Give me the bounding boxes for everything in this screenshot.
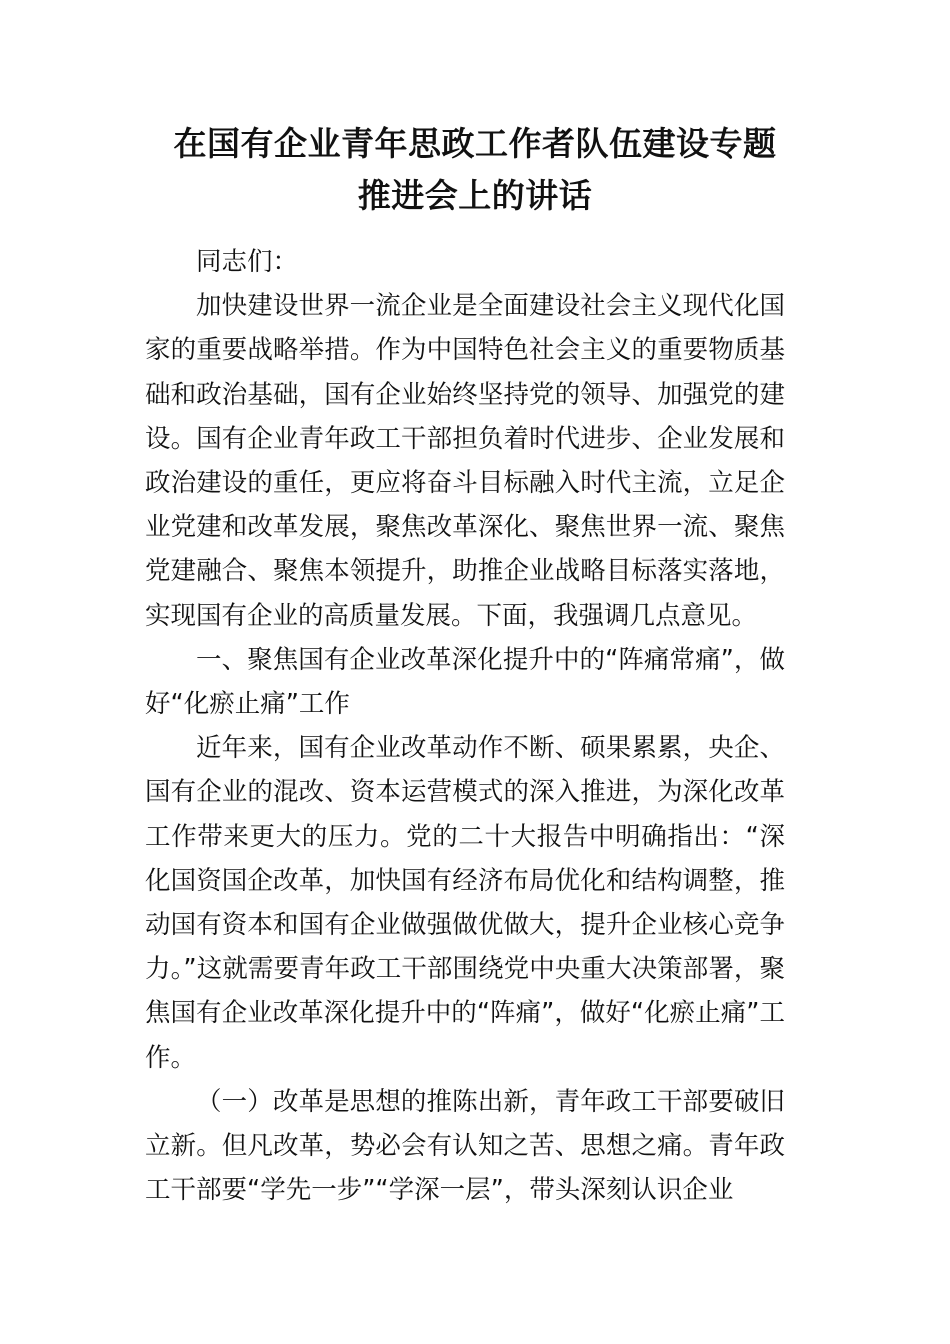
section-heading-1: 一、聚焦国有企业改革深化提升中的“阵痛常痛”，做好“化瘀止痛”工作 xyxy=(145,644,785,720)
paragraph-intro: 加快建设世界一流企业是全面建设社会主义现代化国家的重要战略举措。作为中国特色社会主义的重要物质基础和政治基础，国有企业始终坚持党的领导、加强党的建设。国有企业青年政工干部担负着时代进步、企业发展和政治建设的重任，更应将奋斗目标融入时代主流，立足企业党建和改革发展，聚焦改革深化、聚焦世界一流、聚焦党建融合、聚焦本领提升，助推企业战略目标落实落地，实现国有企业的高质量发展。下面，我强调几点意见。 xyxy=(145,291,785,631)
document-title-line-1: 在国有企业青年思政工作者队伍建设专题 xyxy=(173,124,777,163)
document-body xyxy=(145,240,785,1212)
document-title-line-2: 推进会上的讲话 xyxy=(357,176,593,215)
paragraph-section-1: 近年来，国有企业改革动作不断、硕果累累，央企、国有企业的混改、资本运营模式的深入推进，为深化改革工作带来更大的压力。党的二十大报告中明确指出：“深化国资国企改革，加快国有经济布局优化和结构调整，推动国有资本和国有企业做强做优做大，提升企业核心竞争力。”这就需要青年政工干部围绕党中央重大决策部署，聚焦国有企业改革深化提升中的“阵痛”，做好“化瘀止痛”工作。 xyxy=(145,733,785,1073)
greeting: 同志们： xyxy=(196,247,299,277)
paragraph-subsection-1: （一）改革是思想的推陈出新，青年政工干部要破旧立新。但凡改革，势必会有认知之苦、思想之痛。青年政工干部要“学先一步”“学深一层”，带头深刻认识企业 xyxy=(145,1086,785,1206)
